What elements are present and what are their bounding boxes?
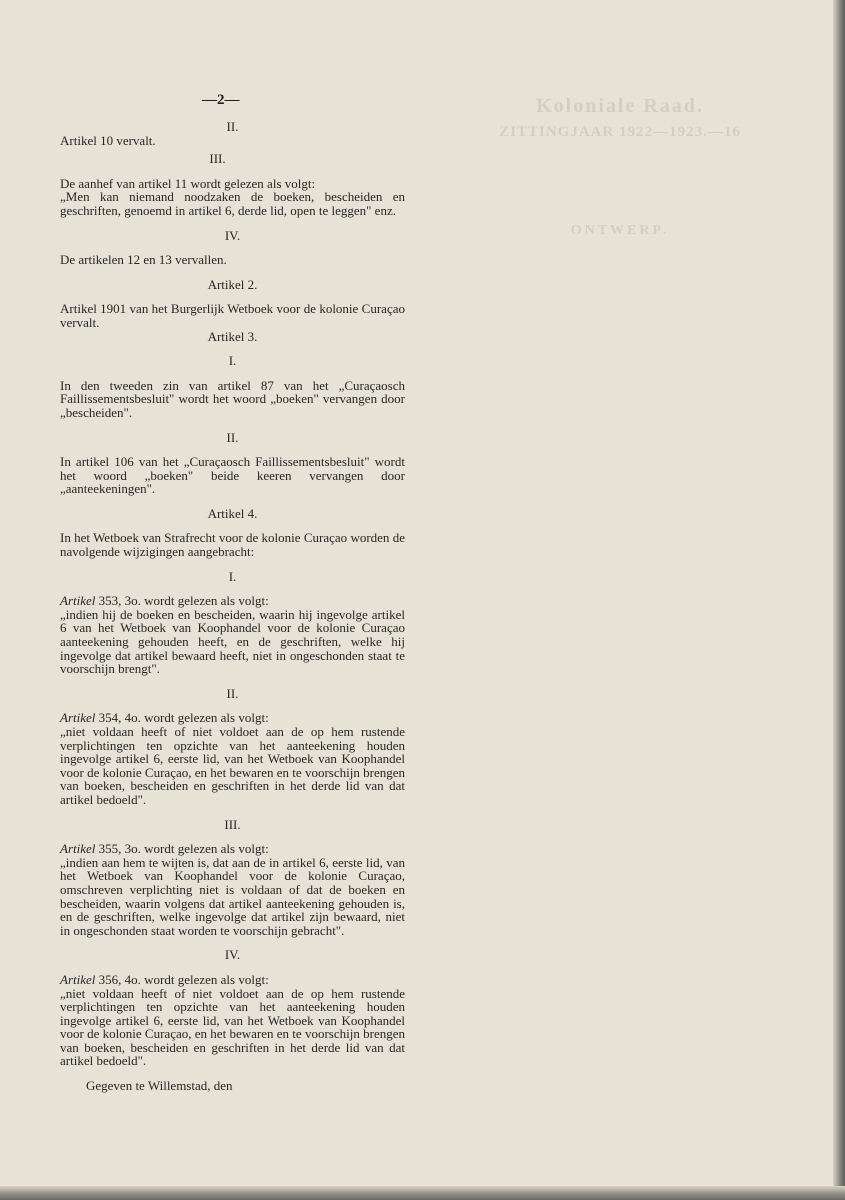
article-lead xyxy=(60,973,405,987)
paragraph: „Men kan niemand noodzaken de boeken, bescheiden en geschriften, genoemd in artikel 6, derde lid, open te leggen" enz. xyxy=(60,189,405,218)
paragraph: Artikel 1901 van het Burgerlijk Wetboek voor de kolonie Curaçao vervalt. xyxy=(60,301,405,330)
section-heading: Artikel 2. xyxy=(207,276,258,292)
paragraph: In den tweeden zin van artikel 87 van het „Curaçaosch Faillissementsbesluit" wordt het woord „boeken" vervangen door „bescheiden". xyxy=(60,377,405,420)
paragraph: In het Wetboek van Strafrecht voor de kolonie Curaçao worden de navolgende wijzigingen aangebracht: xyxy=(60,530,405,560)
paragraph: „niet voldaan heeft of niet voldoet aan de op hem rustende verplichtingen ten opzichte van het aanteekening houden ingevolge artikel 6, eerste lid, van het Wetboek van Koophandel voor de kolonie Curaçao, en het bewaren en te voorschijn brengen van boeken, bescheiden en geschriften in het derde lid van dat artikel bedoeld". xyxy=(60,985,405,1069)
paragraph: Artikel 10 vervalt. xyxy=(60,132,156,148)
article-lead xyxy=(60,842,405,856)
section-heading: II. xyxy=(226,429,239,445)
paragraph: In artikel 106 van het „Curaçaosch Faillissementsbesluit" wordt het woord „boeken" beide keeren vervangen door „aanteekeningen". xyxy=(60,454,405,497)
page-edge-right xyxy=(833,0,845,1200)
bleed-line-1: Koloniale Raad. xyxy=(536,95,704,117)
page-number: —2— xyxy=(202,92,240,108)
paragraph: „niet voldaan heeft of niet voldoet aan de op hem rustende verplichtingen ten opzichte van het aanteekening houden ingevolge artikel 6, eerste lid, van het Wetboek van Koophandel voor de kolonie Curaçao, en het bewaren en te voorschijn brengen van boeken, bescheiden en geschriften in het derde lid van dat artikel bedoeld". xyxy=(60,724,405,807)
article-lead xyxy=(60,711,405,725)
article-lead-text: 354, 4o. wordt gelezen als volgt: xyxy=(95,710,269,726)
article-lead xyxy=(60,594,405,608)
article-lead-italic: Artikel xyxy=(60,841,96,857)
paragraph: De artikelen 12 en 13 vervallen. xyxy=(60,252,227,268)
section-heading: I. xyxy=(228,353,237,369)
article-lead-text: 355, 3o. wordt gelezen als volgt: xyxy=(95,841,269,857)
article-lead-text: 353, 3o. wordt gelezen als volgt: xyxy=(95,593,269,609)
bleed-through-text xyxy=(455,95,785,239)
bleed-line-2: ZITTINGJAAR 1922—1923.—16 xyxy=(499,124,741,140)
section-heading: III. xyxy=(209,151,226,167)
article-lead-italic: Artikel xyxy=(60,593,96,609)
section-heading: IV. xyxy=(224,947,241,963)
article-lead-italic: Artikel xyxy=(60,710,96,726)
article-lead-italic: Artikel xyxy=(60,971,96,987)
paragraph: „indien hij de boeken en bescheiden, waarin hij ingevolge artikel 6 van het Wetboek van Koophandel voor de kolonie Curaçao aanteekening gehouden heeft, en de geschriften, welke hij ingevolge dat artikel bewaard heeft, niet in ongeschonden staat te voorschijn brengt". xyxy=(60,606,405,677)
section-heading: III. xyxy=(224,816,241,832)
closing-line: Gegeven te Willemstad, den xyxy=(86,1078,233,1094)
section-heading: Artikel 4. xyxy=(207,505,258,521)
section-heading: Artikel 3. xyxy=(207,328,258,344)
page-edge-bottom xyxy=(0,1186,845,1200)
paragraph: „indien aan hem te wijten is, dat aan de in artikel 6, eerste lid, van het Wetboek van Koophandel voor de kolonie Curaçao, omschreven verplichting niet is voldaan of dat de boeken en bescheiden, waarin volgens dat artikel aanteekening gehouden is, en de geschriften, welke ingevolge dat artikel zijn bewaard, niet in ongeschonden staat worden te voorschijn gebracht". xyxy=(60,854,405,938)
section-heading: IV. xyxy=(224,227,241,243)
paragraph: De aanhef van artikel 11 wordt gelezen als volgt: xyxy=(60,175,316,191)
section-heading: I. xyxy=(228,568,237,584)
document-body xyxy=(60,92,405,1093)
article-lead-text: 356, 4o. wordt gelezen als volgt: xyxy=(95,971,269,987)
bleed-line-3: ONTWERP. xyxy=(570,223,670,238)
section-heading: II. xyxy=(226,685,239,701)
section-heading: II. xyxy=(226,119,239,134)
